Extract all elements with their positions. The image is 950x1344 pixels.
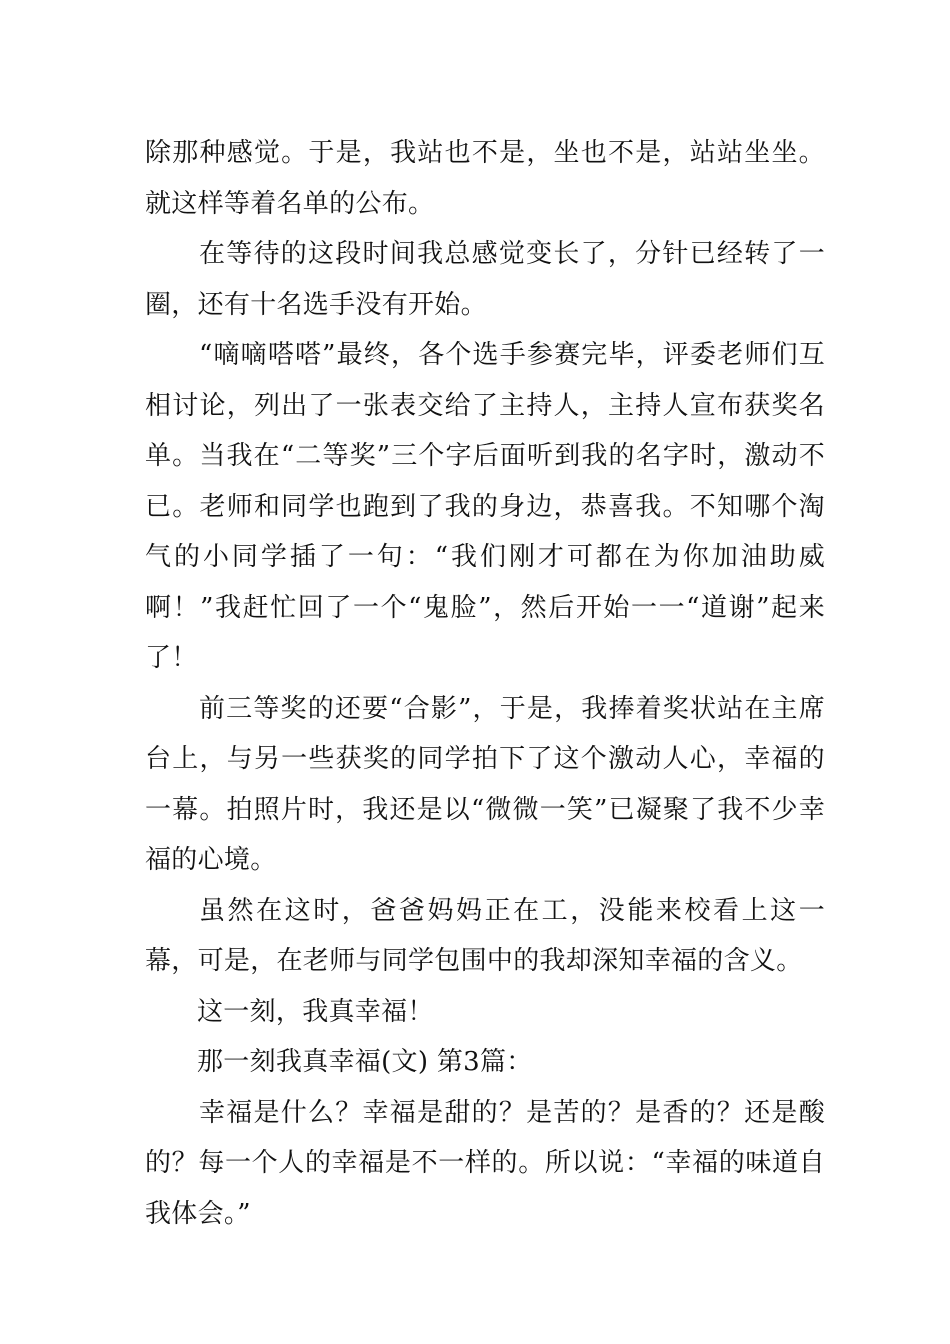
paragraph-2: 在等待的这段时间我总感觉变长了，分针已经转了一圈，还有十名选手没有开始。 bbox=[145, 239, 825, 320]
paragraph-6: 这一刻，我真幸福！ bbox=[197, 996, 434, 1027]
paragraph-5: 虽然在这时，爸爸妈妈正在工，没能来校看上这一幕，可是，在老师与同学包围中的我却深知幸福的含义。 bbox=[145, 895, 825, 976]
paragraph-4: 前三等奖的还要“合影”，于是，我捧着奖状站在主席台上，与另一些获奖的同学拍下了这个激动人心，幸福的一幕。拍照片时，我还是以“微微一笑”已凝聚了我不少幸福的心境。 bbox=[145, 693, 825, 875]
paragraph-1: 除那种感觉。于是，我站也不是，坐也不是，站站坐坐。就这样等着名单的公布。 bbox=[145, 138, 825, 219]
paragraph-3: “嘀嘀嗒嗒”最终，各个选手参赛完毕，评委老师们互相讨论，列出了一张表交给了主持人，主持人宣布获奖名单。当我在“二等奖”三个字后面听到我的名字时，激动不已。老师和同学也跑到了我的身边，恭喜我。不知哪个淘气的小同学插了一句：“我们刚才可都在为你加油助威啊！”我赶忙回了一个“鬼脸”，然后开始一一“道谢”起来了！ bbox=[145, 340, 825, 673]
section-heading: 那一刻我真幸福(文) 第3篇： bbox=[197, 1047, 533, 1077]
document-body bbox=[145, 128, 825, 1239]
paragraph-7: 幸福是什么？幸福是甜的？是苦的？是香的？还是酸的？每一个人的幸福是不一样的。所以说：“幸福的味道自我体会。” bbox=[145, 1097, 825, 1229]
